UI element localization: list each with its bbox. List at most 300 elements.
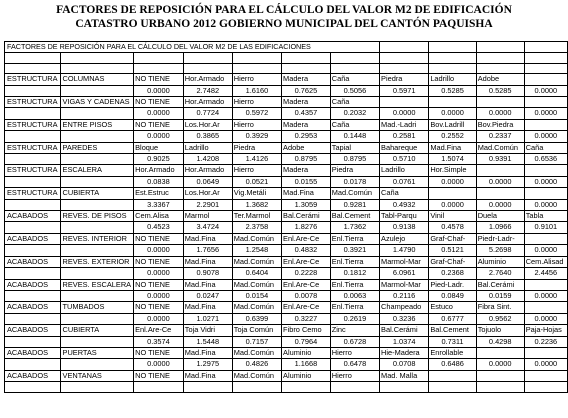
material-name-cell: Mad.Fina [183, 347, 232, 358]
material-name-cell: Ladrillo [380, 165, 429, 176]
factor-value-cell: 0.0000 [524, 290, 567, 301]
material-name-cell: Enl.Are-Ce [282, 256, 331, 267]
material-name-cell: Madera [282, 97, 331, 108]
report-title: FACTORES DE REPOSICIÓN PARA EL CÁLCULO DEL VALOR M2 DE EDIFICACIÓN [56, 4, 512, 16]
material-name-cell [524, 302, 567, 313]
material-name-cell [524, 279, 567, 290]
factor-value-cell: 1.0966 [476, 222, 524, 233]
material-name-cell: Hor.Armado [183, 74, 232, 85]
material-name-cell [429, 188, 476, 199]
factor-value-cell: 0.6486 [429, 359, 476, 370]
factor-value-cell: 0.2552 [429, 131, 476, 142]
factor-value-cell: 1.5448 [183, 336, 232, 347]
material-name-cell: Enl.Are-Ce [134, 325, 184, 336]
material-name-cell: Tapial [330, 142, 379, 153]
empty-cell [60, 313, 134, 324]
material-name-cell: Aluminio [282, 370, 331, 381]
factor-value-cell: 0.0000 [134, 359, 184, 370]
material-name-cell: Pied-Ladr. [429, 279, 476, 290]
material-name-cell: Bov.Piedra [476, 119, 524, 130]
group-label: ACABADOS [5, 302, 61, 313]
material-name-cell: Hierro [232, 119, 281, 130]
factor-value-cell: 0.0000 [524, 359, 567, 370]
material-name-cell [524, 370, 567, 381]
factor-value-cell: 0.9101 [524, 222, 567, 233]
empty-cell [60, 359, 134, 370]
factor-value-cell: 0.0000 [429, 176, 476, 187]
blank-row [5, 53, 568, 63]
material-name-cell: Hor.Armado [134, 165, 184, 176]
material-name-cell: Toja Vidri [183, 325, 232, 336]
factor-value-cell: 0.4932 [380, 199, 429, 210]
empty-cell [5, 268, 61, 279]
factor-value-cell: 0.5285 [476, 85, 524, 96]
material-names-row [5, 165, 568, 176]
empty-cell [60, 336, 134, 347]
empty-cell [60, 199, 134, 210]
factor-value-cell [380, 382, 429, 392]
factor-value-cell: 1.7656 [183, 245, 232, 256]
material-name-cell: NO TIENE [134, 74, 184, 85]
empty-cell [476, 42, 524, 53]
material-name-cell: Aluminio [476, 256, 524, 267]
material-name-cell: Graf-Chaf- [429, 233, 476, 244]
material-names-row [5, 188, 568, 199]
group-label: ESTRUCTURA [5, 97, 61, 108]
material-name-cell: Hor.Armado [183, 97, 232, 108]
material-name-cell: Adobe [282, 142, 331, 153]
material-name-cell: Caña [330, 119, 379, 130]
factor-values-row [5, 154, 568, 165]
factor-value-cell: 0.0178 [330, 176, 379, 187]
material-name-cell [524, 119, 567, 130]
material-name-cell: Mad.Común [232, 347, 281, 358]
factor-value-cell: 0.2032 [330, 108, 379, 119]
factor-value-cell: 0.0000 [380, 108, 429, 119]
material-name-cell: Adobe [476, 74, 524, 85]
factor-value-cell: 1.5074 [429, 154, 476, 165]
material-name-cell: Mad.Común [232, 370, 281, 381]
factor-value-cell: 0.0247 [183, 290, 232, 301]
material-names-row [5, 233, 568, 244]
material-name-cell [476, 347, 524, 358]
empty-cell [524, 63, 567, 73]
factor-value-cell: 0.0000 [429, 108, 476, 119]
factor-value-cell: 0.7724 [183, 108, 232, 119]
empty-cell [5, 154, 61, 165]
factor-value-cell: 0.5971 [380, 85, 429, 96]
material-name-cell: Mad.Fina [183, 256, 232, 267]
empty-cell [5, 53, 61, 63]
replacement-factors-table [4, 41, 568, 393]
empty-cell [5, 63, 61, 73]
factor-value-cell: 0.2953 [282, 131, 331, 142]
empty-cell [60, 108, 134, 119]
factor-value-cell: 0.8795 [330, 154, 379, 165]
factor-value-cell: 0.4832 [282, 245, 331, 256]
factor-value-cell: 0.0000 [134, 313, 184, 324]
material-name-cell: Tabla [524, 211, 567, 222]
item-label: REVES. ESCALERA [60, 279, 134, 290]
material-name-cell: Bal.Cerámi [380, 325, 429, 336]
material-name-cell: Est.Estruc [134, 188, 184, 199]
empty-cell [524, 42, 567, 53]
factor-values-row [5, 336, 568, 347]
material-name-cell [476, 370, 524, 381]
factor-value-cell: 1.1668 [282, 359, 331, 370]
factor-value-cell: 0.5121 [429, 245, 476, 256]
material-name-cell: NO TIENE [134, 233, 184, 244]
factor-value-cell: 5.2698 [476, 245, 524, 256]
item-label: ENTRE PISOS [60, 119, 134, 130]
blank-row [5, 63, 568, 73]
empty-cell [5, 176, 61, 187]
empty-cell [429, 42, 476, 53]
empty-cell [429, 63, 476, 73]
material-names-row [5, 370, 568, 381]
material-name-cell [524, 165, 567, 176]
factor-value-cell: 0.0649 [183, 176, 232, 187]
empty-cell [60, 154, 134, 165]
material-name-cell: Hierro [330, 370, 379, 381]
material-name-cell: Caña [380, 188, 429, 199]
material-name-cell: Caña [524, 142, 567, 153]
factor-value-cell: 1.4208 [183, 154, 232, 165]
factor-value-cell: 0.0000 [524, 313, 567, 324]
factor-value-cell: 0.0159 [476, 290, 524, 301]
group-label: ESTRUCTURA [5, 142, 61, 153]
material-name-cell: NO TIENE [134, 279, 184, 290]
material-name-cell: Mad.Fina [282, 188, 331, 199]
factor-values-row [5, 382, 568, 392]
empty-cell [5, 359, 61, 370]
empty-cell [60, 245, 134, 256]
factor-value-cell: 0.2368 [429, 268, 476, 279]
factor-value-cell: 0.0000 [524, 131, 567, 142]
factor-value-cell: 0.0154 [232, 290, 281, 301]
material-name-cell: NO TIENE [134, 347, 184, 358]
item-label: VIGAS Y CADENAS [60, 97, 134, 108]
factor-value-cell: 0.0000 [524, 199, 567, 210]
item-label: CUBIERTA [60, 188, 134, 199]
empty-cell [60, 63, 134, 73]
material-name-cell: Mad.Fina [183, 233, 232, 244]
empty-cell [183, 63, 232, 73]
material-names-row [5, 256, 568, 267]
material-name-cell: Enl.Tierra [330, 279, 379, 290]
factor-value-cell: 2.4456 [524, 268, 567, 279]
empty-cell [282, 63, 331, 73]
material-name-cell [380, 97, 429, 108]
group-label: ACABADOS [5, 211, 61, 222]
material-name-cell: NO TIENE [134, 97, 184, 108]
factor-value-cell: 0.1812 [330, 268, 379, 279]
group-label: ESTRUCTURA [5, 188, 61, 199]
item-label: REVES. DE PISOS [60, 211, 134, 222]
empty-cell [5, 85, 61, 96]
material-name-cell: Bov.Ladrill [429, 119, 476, 130]
factor-value-cell [524, 382, 567, 392]
factor-values-row [5, 222, 568, 233]
factor-values-row [5, 290, 568, 301]
empty-cell [60, 290, 134, 301]
factor-value-cell: 1.3059 [282, 199, 331, 210]
factor-values-row [5, 313, 568, 324]
factor-value-cell: 0.0000 [524, 176, 567, 187]
empty-cell [429, 53, 476, 63]
material-name-cell: Tabl-Parqu [380, 211, 429, 222]
factor-value-cell: 0.2116 [380, 290, 429, 301]
group-label: ACABADOS [5, 370, 61, 381]
factor-value-cell: 2.7482 [183, 85, 232, 96]
factor-value-cell: 0.9281 [330, 199, 379, 210]
factor-value-cell: 0.0838 [134, 176, 184, 187]
factor-value-cell: 0.3921 [330, 245, 379, 256]
factor-value-cell: 3.3367 [134, 199, 184, 210]
factor-value-cell: 0.6728 [330, 336, 379, 347]
group-label: ESTRUCTURA [5, 165, 61, 176]
factor-value-cell: 0.0000 [134, 268, 184, 279]
material-name-cell: Hierro [232, 74, 281, 85]
material-name-cell: Madera [282, 74, 331, 85]
item-label: VENTANAS [60, 370, 134, 381]
material-name-cell: Hierro [232, 97, 281, 108]
material-name-cell: Los.Hor.Ar [183, 188, 232, 199]
factor-value-cell: 0.2228 [282, 268, 331, 279]
material-name-cell: Caña [330, 74, 379, 85]
item-label: PUERTAS [60, 347, 134, 358]
material-name-cell: NO TIENE [134, 302, 184, 313]
empty-cell [5, 290, 61, 301]
material-name-cell [524, 233, 567, 244]
material-name-cell [429, 370, 476, 381]
material-name-cell: Enl.Tierra [330, 256, 379, 267]
factor-value-cell: 0.6478 [330, 359, 379, 370]
factor-value-cell: 1.7362 [330, 222, 379, 233]
empty-cell [60, 131, 134, 142]
material-name-cell: Ladrillo [183, 142, 232, 153]
factor-value-cell: 0.6777 [429, 313, 476, 324]
empty-cell [5, 382, 61, 392]
material-name-cell: Hierro [232, 165, 281, 176]
factor-value-cell: 6.0961 [380, 268, 429, 279]
factor-value-cell: 2.2901 [183, 199, 232, 210]
factor-value-cell: 1.3682 [232, 199, 281, 210]
item-label: TUMBADOS [60, 302, 134, 313]
factor-value-cell: 0.8795 [282, 154, 331, 165]
empty-cell [5, 131, 61, 142]
group-label: ACABADOS [5, 325, 61, 336]
factor-value-cell: 0.4578 [429, 222, 476, 233]
material-name-cell: NO TIENE [134, 256, 184, 267]
material-name-cell: Cem.Alisa [134, 211, 184, 222]
factor-value-cell: 0.3574 [134, 336, 184, 347]
material-name-cell: Vig.Metáli [232, 188, 281, 199]
group-label: ESTRUCTURA [5, 74, 61, 85]
empty-cell [330, 53, 379, 63]
empty-cell [232, 53, 281, 63]
factor-value-cell: 0.2337 [476, 131, 524, 142]
factor-value-cell: 1.0271 [183, 313, 232, 324]
group-label: ACABADOS [5, 233, 61, 244]
material-name-cell [476, 188, 524, 199]
empty-cell [476, 63, 524, 73]
item-label: CUBIERTA [60, 325, 134, 336]
material-name-cell [476, 165, 524, 176]
material-name-cell: Toja Común [232, 325, 281, 336]
factor-value-cell: 0.9391 [476, 154, 524, 165]
factor-value-cell: 1.8276 [282, 222, 331, 233]
factor-value-cell: 0.9025 [134, 154, 184, 165]
empty-cell [5, 222, 61, 233]
factor-value-cell: 0.4523 [134, 222, 184, 233]
material-name-cell: NO TIENE [134, 119, 184, 130]
material-name-cell: Marmol-Mar [380, 256, 429, 267]
factor-value-cell: 0.0000 [134, 85, 184, 96]
group-label: ACABADOS [5, 256, 61, 267]
material-name-cell: Bal.Cerámi [476, 279, 524, 290]
material-name-cell: Mad.Fina [183, 279, 232, 290]
material-name-cell: Mad.-Ladri [380, 119, 429, 130]
factor-value-cell: 0.0708 [380, 359, 429, 370]
factor-value-cell: 0.5972 [232, 108, 281, 119]
factor-values-row [5, 268, 568, 279]
empty-cell [476, 53, 524, 63]
empty-cell [60, 382, 134, 392]
item-label: ESCALERA [60, 165, 134, 176]
empty-cell [60, 222, 134, 233]
factor-value-cell: 0.0000 [476, 199, 524, 210]
material-name-cell: Mad.Fina [429, 142, 476, 153]
factor-value-cell: 0.9078 [183, 268, 232, 279]
material-name-cell: Mad.Común [476, 142, 524, 153]
material-name-cell: Bal.Cement [330, 211, 379, 222]
material-name-cell: Mad.Fina [183, 302, 232, 313]
factor-value-cell: 0.0000 [524, 245, 567, 256]
factor-value-cell: 1.2975 [183, 359, 232, 370]
material-name-cell: Bal.Cement [429, 325, 476, 336]
material-name-cell: Mad.Común [232, 279, 281, 290]
empty-cell [134, 63, 184, 73]
factor-value-cell: 0.5710 [380, 154, 429, 165]
empty-cell [60, 268, 134, 279]
material-name-cell [524, 97, 567, 108]
empty-cell [232, 63, 281, 73]
material-name-cell: Paja-Hojas [524, 325, 567, 336]
factor-value-cell: 0.7311 [429, 336, 476, 347]
sheet-heading-row [5, 42, 568, 53]
empty-cell [282, 53, 331, 63]
factor-value-cell [476, 382, 524, 392]
material-names-row [5, 302, 568, 313]
material-name-cell: Hie-Madera [380, 347, 429, 358]
item-label: REVES. INTERIOR [60, 233, 134, 244]
factor-value-cell: 0.2581 [380, 131, 429, 142]
factor-value-cell: 0.0000 [476, 176, 524, 187]
factor-value-cell: 0.4298 [476, 336, 524, 347]
material-name-cell: Enl.Tierra [330, 302, 379, 313]
material-names-row [5, 325, 568, 336]
material-name-cell: Mad.Común [232, 256, 281, 267]
empty-cell [183, 53, 232, 63]
material-name-cell: Bloque [134, 142, 184, 153]
empty-cell [134, 53, 184, 63]
material-name-cell: Vinil [429, 211, 476, 222]
factor-value-cell: 3.4724 [183, 222, 232, 233]
empty-cell [5, 199, 61, 210]
material-name-cell: Fibro Cemo [282, 325, 331, 336]
factor-value-cell: 0.6404 [232, 268, 281, 279]
factor-value-cell: 1.4126 [232, 154, 281, 165]
material-names-row [5, 142, 568, 153]
factor-value-cell [330, 382, 379, 392]
factor-value-cell: 0.7157 [232, 336, 281, 347]
factor-value-cell: 0.1448 [330, 131, 379, 142]
material-name-cell: Piedra [232, 142, 281, 153]
material-name-cell [429, 97, 476, 108]
empty-cell [60, 85, 134, 96]
material-name-cell: Enl.Tierra [330, 233, 379, 244]
material-name-cell: Madera [282, 119, 331, 130]
factor-values-row [5, 245, 568, 256]
factor-value-cell: 0.0000 [134, 131, 184, 142]
material-names-row [5, 97, 568, 108]
factor-values-row [5, 199, 568, 210]
material-name-cell: Madera [282, 165, 331, 176]
empty-cell [5, 108, 61, 119]
material-name-cell: Caña [330, 97, 379, 108]
material-name-cell: Ladrillo [429, 74, 476, 85]
material-name-cell: Enl.Are-Ce [282, 302, 331, 313]
empty-cell [330, 63, 379, 73]
material-name-cell: Aluminio [282, 347, 331, 358]
factor-value-cell: 0.0521 [232, 176, 281, 187]
factor-value-cell: 0.0849 [429, 290, 476, 301]
material-name-cell [524, 74, 567, 85]
material-name-cell: Los.Hor.Ar [183, 119, 232, 130]
material-name-cell: Champeado [380, 302, 429, 313]
factor-values-row [5, 108, 568, 119]
empty-cell [380, 42, 429, 53]
factor-values-row [5, 131, 568, 142]
factor-value-cell: 0.4357 [282, 108, 331, 119]
material-name-cell: Piedra [330, 165, 379, 176]
material-name-cell: Hor.Armado [183, 165, 232, 176]
factor-value-cell: 1.6160 [232, 85, 281, 96]
material-name-cell: Marmol [183, 211, 232, 222]
factor-value-cell: 0.3227 [282, 313, 331, 324]
factor-value-cell [282, 382, 331, 392]
factor-value-cell: 0.0000 [524, 108, 567, 119]
material-name-cell: Piedr-Ladr- [476, 233, 524, 244]
factor-value-cell [134, 382, 184, 392]
material-name-cell: Piedra [380, 74, 429, 85]
factor-value-cell: 1.0374 [380, 336, 429, 347]
factor-value-cell: 0.0000 [134, 290, 184, 301]
empty-cell [524, 53, 567, 63]
material-name-cell: Ter.Marmol [232, 211, 281, 222]
item-label: REVES. EXTERIOR [60, 256, 134, 267]
factor-value-cell: 0.3929 [232, 131, 281, 142]
group-label: ACABADOS [5, 279, 61, 290]
factor-value-cell: 1.4790 [380, 245, 429, 256]
material-name-cell: Hierro [330, 347, 379, 358]
material-name-cell: Mad. Malla [380, 370, 429, 381]
material-name-cell: Mad.Común [232, 302, 281, 313]
factor-value-cell: 0.3236 [380, 313, 429, 324]
material-names-row [5, 74, 568, 85]
material-name-cell: Bal.Cerámi [282, 211, 331, 222]
